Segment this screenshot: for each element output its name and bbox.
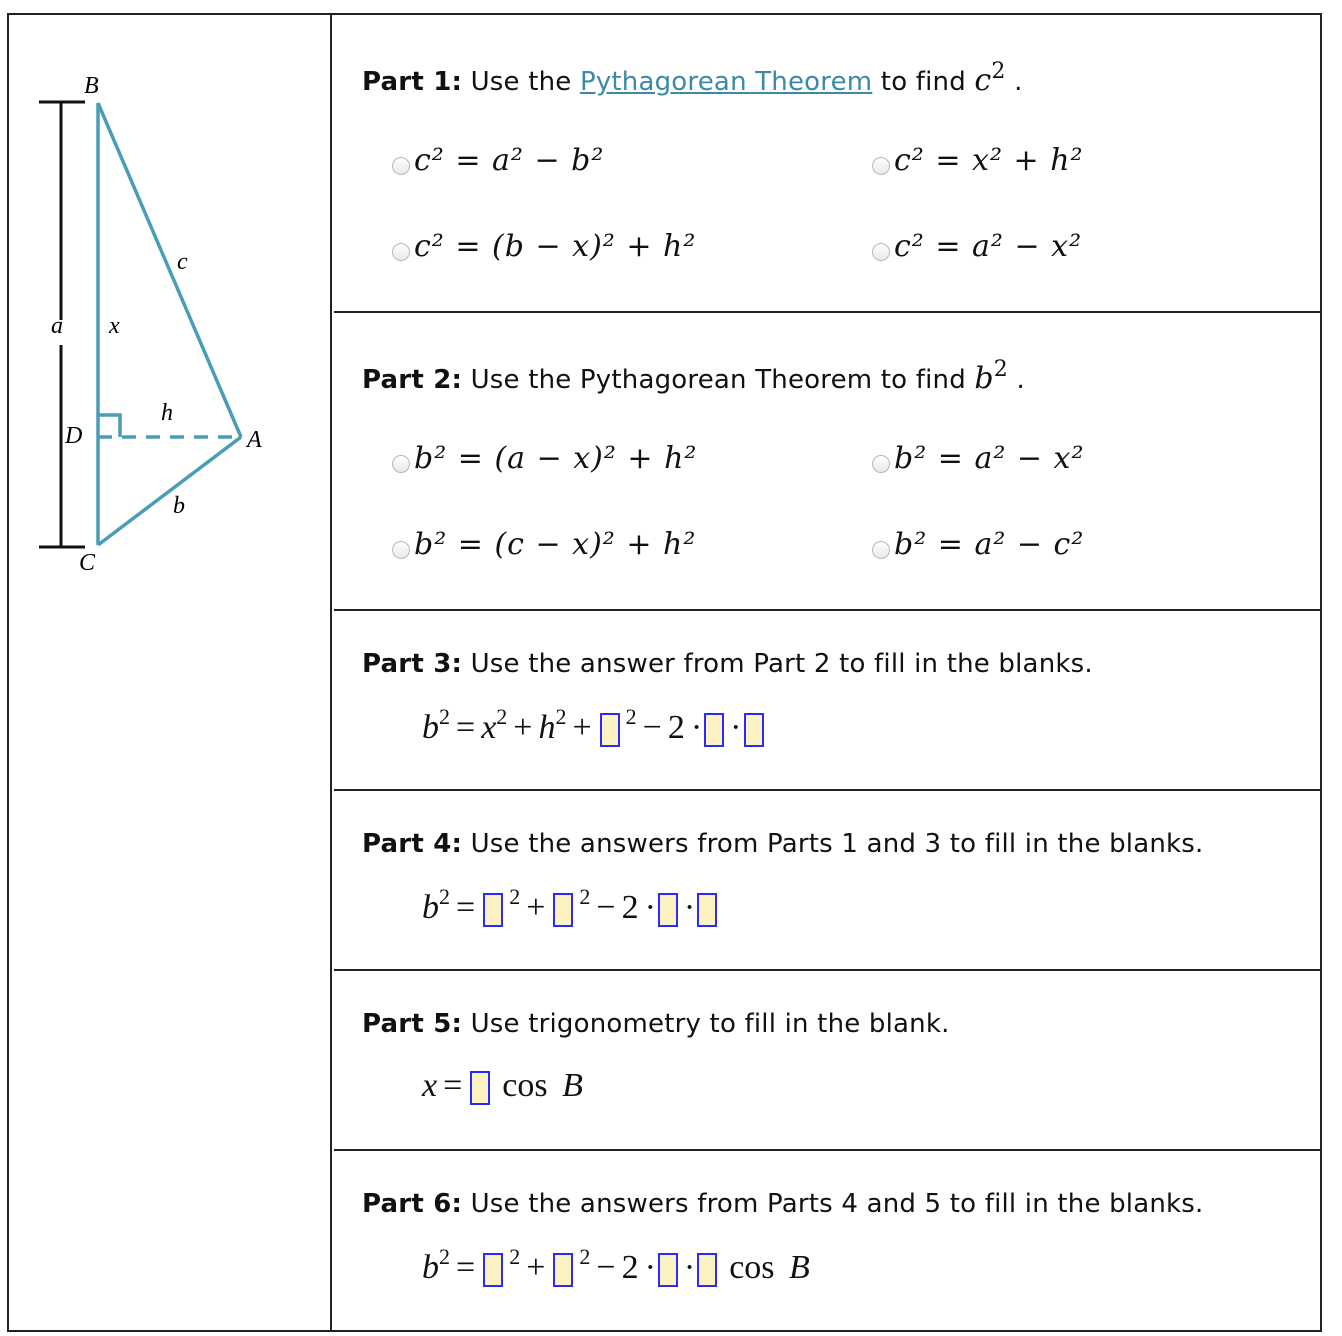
option-formula: c² = a² − x² bbox=[894, 229, 1083, 264]
lhs-variable: b bbox=[422, 1249, 439, 1286]
coefficient: 2 bbox=[667, 709, 685, 746]
part-6-equation: $b^2$ = $^2$ + $^2$ − 2 · · cos B bbox=[422, 1243, 810, 1286]
angle-b: B bbox=[562, 1067, 583, 1104]
option-formula: c² = (b − x)² + h² bbox=[414, 229, 697, 264]
radio-button[interactable] bbox=[392, 243, 410, 261]
part-2-target: b bbox=[974, 361, 994, 396]
part-5 bbox=[334, 971, 1320, 1151]
diagram-column bbox=[9, 15, 332, 1330]
part-4-heading bbox=[362, 829, 1204, 859]
part-1 bbox=[334, 15, 1320, 313]
part-1-text-after: to find bbox=[880, 67, 966, 97]
part-4-label: Part 4: bbox=[362, 829, 463, 859]
blank-input[interactable] bbox=[553, 893, 573, 927]
coefficient: 2 bbox=[621, 889, 639, 926]
term-h: h bbox=[538, 709, 556, 746]
worksheet-frame bbox=[7, 13, 1322, 1332]
part-2 bbox=[334, 313, 1320, 611]
option-formula: c² = x² + h² bbox=[894, 143, 1084, 178]
blank-input[interactable] bbox=[483, 1253, 503, 1287]
radio-button[interactable] bbox=[872, 455, 890, 473]
blank-input[interactable] bbox=[553, 1253, 573, 1287]
cos-function: cos bbox=[502, 1067, 548, 1104]
lhs-variable: b bbox=[422, 889, 439, 926]
part-5-heading bbox=[362, 1009, 950, 1039]
part-3-text: Use the answer from Part 2 to fill in the blanks. bbox=[470, 649, 1093, 679]
part-5-text: Use trigonometry to fill in the blank. bbox=[470, 1009, 950, 1039]
vertex-c-label: C bbox=[79, 550, 96, 576]
part-1-option-1[interactable] bbox=[392, 143, 604, 178]
vertex-a-label: A bbox=[247, 427, 262, 453]
blank-input[interactable] bbox=[470, 1071, 490, 1105]
term-x: x bbox=[481, 709, 497, 746]
option-formula: b² = (c − x)² + h² bbox=[414, 527, 697, 562]
blank-input[interactable] bbox=[483, 893, 503, 927]
part-1-option-2[interactable] bbox=[872, 143, 1084, 178]
option-formula: b² = a² − c² bbox=[894, 527, 1085, 562]
part-3-label: Part 3: bbox=[362, 649, 463, 679]
segment-x-label: x bbox=[109, 313, 120, 339]
part-1-target: c bbox=[974, 63, 992, 98]
option-formula: b² = a² − x² bbox=[894, 441, 1085, 476]
part-1-option-4[interactable] bbox=[872, 229, 1082, 264]
part-4-text: Use the answers from Parts 1 and 3 to fill in the blanks. bbox=[470, 829, 1204, 859]
part-1-text-before: Use the bbox=[470, 67, 572, 97]
blank-input[interactable] bbox=[697, 1253, 717, 1287]
side-c-label: c bbox=[177, 249, 188, 275]
blank-input[interactable] bbox=[600, 713, 620, 747]
part-2-option-1[interactable] bbox=[392, 441, 697, 476]
part-3-equation: $b^2$ = $x^2$ + $h^2$ + $^2$ − 2 · · bbox=[422, 709, 776, 747]
part-6-text: Use the answers from Parts 4 and 5 to fill in the blanks. bbox=[470, 1189, 1204, 1219]
side-a-label: a bbox=[51, 313, 63, 339]
part-5-equation: x = cos B bbox=[422, 1067, 583, 1104]
radio-button[interactable] bbox=[872, 243, 890, 261]
part-1-label: Part 1: bbox=[362, 67, 463, 97]
part-3-heading bbox=[362, 649, 1093, 679]
option-formula: b² = (a − x)² + h² bbox=[414, 441, 698, 476]
pythagorean-theorem-link[interactable]: Pythagorean Theorem bbox=[579, 67, 873, 97]
triangle-diagram bbox=[9, 15, 329, 615]
blank-input[interactable] bbox=[658, 893, 678, 927]
part-2-option-3[interactable] bbox=[392, 527, 696, 562]
angle-b: B bbox=[789, 1249, 810, 1286]
radio-button[interactable] bbox=[392, 157, 410, 175]
option-formula: c² = a² − b² bbox=[414, 143, 605, 178]
side-b-line bbox=[98, 437, 241, 545]
part-2-text: Use the Pythagorean Theorem to find bbox=[470, 365, 966, 395]
part-6-heading bbox=[362, 1189, 1204, 1219]
part-2-option-4[interactable] bbox=[872, 527, 1084, 562]
lhs-variable: b bbox=[422, 709, 439, 746]
radio-button[interactable] bbox=[872, 157, 890, 175]
blank-input[interactable] bbox=[704, 713, 724, 747]
coefficient: 2 bbox=[621, 1249, 639, 1286]
radio-button[interactable] bbox=[392, 541, 410, 559]
part-2-label: Part 2: bbox=[362, 365, 463, 395]
side-c-line bbox=[98, 103, 241, 437]
blank-input[interactable] bbox=[744, 713, 764, 747]
part-6-label: Part 6: bbox=[362, 1189, 463, 1219]
part-3 bbox=[334, 611, 1320, 791]
segment-h-label: h bbox=[161, 400, 173, 426]
part-1-heading: Part 1: Use the Pythagorean Theorem to find $c^2$ . bbox=[362, 59, 1023, 98]
right-angle-mark bbox=[98, 415, 120, 437]
lhs-variable: x bbox=[422, 1067, 438, 1104]
side-b-label: b bbox=[173, 493, 185, 519]
vertex-d-label: D bbox=[65, 423, 83, 449]
part-4 bbox=[334, 791, 1320, 971]
part-6 bbox=[334, 1151, 1320, 1332]
blank-input[interactable] bbox=[658, 1253, 678, 1287]
part-5-label: Part 5: bbox=[362, 1009, 463, 1039]
part-4-equation: $b^2$ = $^2$ + $^2$ − 2 · · bbox=[422, 889, 729, 927]
radio-button[interactable] bbox=[872, 541, 890, 559]
cos-function: cos bbox=[729, 1249, 775, 1286]
blank-input[interactable] bbox=[697, 893, 717, 927]
vertex-b-label: B bbox=[84, 73, 99, 99]
part-2-option-2[interactable] bbox=[872, 441, 1085, 476]
radio-button[interactable] bbox=[392, 455, 410, 473]
part-2-heading: Part 2: Use the Pythagorean Theorem to find $b^2$ . bbox=[362, 357, 1025, 396]
part-1-option-3[interactable] bbox=[392, 229, 696, 264]
